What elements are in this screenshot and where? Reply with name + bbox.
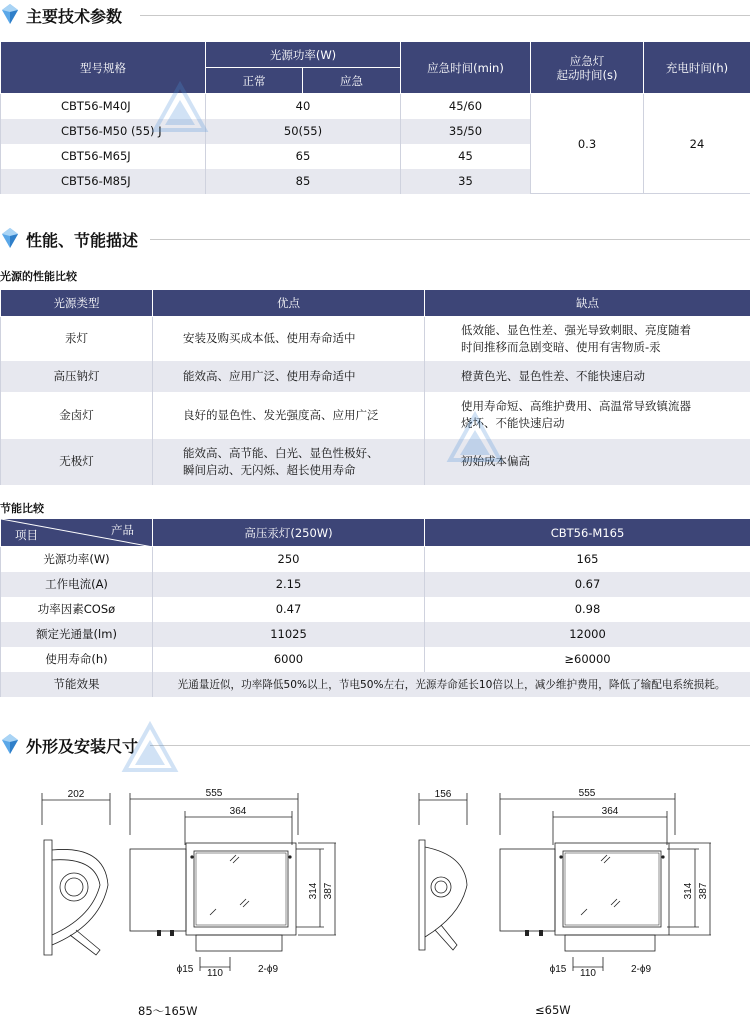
- light-compare-table: [0, 289, 750, 485]
- cell-col2: 12000: [425, 622, 750, 647]
- divider: [140, 15, 750, 16]
- header-diagonal: [1, 519, 153, 547]
- section-title: 性能、节能描述: [26, 231, 139, 250]
- cell-type: 无极灯: [1, 439, 153, 485]
- cell-col1: 6000: [153, 647, 425, 672]
- table-row: [1, 572, 750, 597]
- cell-cons: 使用寿命短、高维护费用、高温常导致镇流器 烧坏、不能快速启动: [425, 392, 750, 439]
- table-row: [1, 547, 750, 572]
- cell-model: CBT56-M65J: [1, 144, 206, 169]
- header-col2: CBT56-M165: [425, 519, 750, 547]
- diamond-gem-icon: [2, 228, 18, 248]
- diamond-gem-icon: [2, 734, 18, 754]
- cell-model: CBT56-M50 (55) J: [1, 119, 206, 144]
- divider: [150, 239, 750, 240]
- cell-item: 光源功率(W): [1, 547, 153, 572]
- dim-314: 314: [308, 882, 319, 900]
- cell-power: 50(55): [206, 119, 401, 144]
- header-start-time: 应急灯 起动时间(s): [531, 42, 644, 94]
- section-header-dimensions: [0, 732, 750, 760]
- dim-phi9: 2-ϕ9: [257, 964, 279, 975]
- cell-pros: 能效高、高节能、白光、显色性极好、 瞬间启动、无闪烁、超长使用寿命: [153, 439, 425, 485]
- cell-item: 功率因素COSø: [1, 597, 153, 622]
- cell-power: 65: [206, 144, 401, 169]
- energy-compare-table: [0, 518, 750, 697]
- cell-cons: 低效能、显色性差、强光导致刺眼、亮度随着 时间推移而急剧变暗、使用有害物质-汞: [425, 317, 750, 361]
- header-col1: 高压汞灯(250W): [153, 519, 425, 547]
- diamond-gem-icon: [2, 4, 18, 24]
- section-title: 主要技术参数: [26, 7, 123, 26]
- header-type: 光源类型: [1, 290, 153, 317]
- dim-387: 387: [323, 882, 334, 900]
- dim-555: 555: [205, 788, 223, 799]
- cell-effect: 光通量近似，功率降低50%以上，节电50%左右，光源寿命延长10倍以上，减少维护费用，降低了输配电系统损耗。: [153, 672, 750, 697]
- dim-364: 364: [601, 806, 619, 817]
- header-emergency-time: 应急时间(min): [401, 42, 531, 94]
- cell-pros: 安装及购买成本低、使用寿命适中: [153, 317, 425, 361]
- cell-item: 节能效果: [1, 672, 153, 697]
- table-row: [1, 392, 750, 439]
- table-row: [1, 622, 750, 647]
- cell-cons: 初始成本偏高: [425, 439, 750, 485]
- table-row: [1, 317, 750, 361]
- cell-col1: 250: [153, 547, 425, 572]
- cell-power: 85: [206, 169, 401, 194]
- dim-314: 314: [683, 882, 694, 900]
- drawing-large-fixture: [30, 785, 370, 985]
- cell-emergency-time: 45/60: [401, 94, 531, 119]
- section-header-params: [0, 2, 750, 30]
- table-row: [1, 647, 750, 672]
- cell-emergency-time: 45: [401, 144, 531, 169]
- dim-phi15: ϕ15: [549, 964, 567, 975]
- section-title: 外形及安装尺寸: [26, 737, 139, 756]
- cell-col1: 2.15: [153, 572, 425, 597]
- cell-pros: 能效高、应用广泛、使用寿命适中: [153, 361, 425, 392]
- dim-110: 110: [207, 968, 223, 979]
- cell-emergency-time: 35/50: [401, 119, 531, 144]
- dim-110: 110: [580, 968, 596, 979]
- header-normal: 正常: [206, 68, 303, 94]
- tech-params-table: [0, 41, 750, 194]
- header-pros: 优点: [153, 290, 425, 317]
- header-item: 项目: [15, 528, 38, 542]
- cell-col2: ≥60000: [425, 647, 750, 672]
- cell-pros: 良好的显色性、发光强度高、应用广泛: [153, 392, 425, 439]
- header-product: 产品: [111, 523, 134, 537]
- subsection-title: 节能比较: [0, 502, 44, 515]
- drawing-small-fixture: [405, 785, 745, 985]
- cell-power: 40: [206, 94, 401, 119]
- header-charge-time: 充电时间(h): [644, 42, 750, 94]
- cell-type: 汞灯: [1, 317, 153, 361]
- header-emergency: 应急: [303, 68, 401, 94]
- section-header-performance: [0, 226, 750, 254]
- dim-202: 202: [67, 789, 85, 800]
- caption-small: ≤65W: [535, 1003, 571, 1016]
- cell-type: 高压钠灯: [1, 361, 153, 392]
- header-power: 光源功率(W): [206, 42, 401, 68]
- cell-charge-time: 24: [644, 94, 750, 194]
- cell-item: 工作电流(A): [1, 572, 153, 597]
- caption-large: 85～165W: [138, 1004, 198, 1016]
- table-row: [1, 439, 750, 485]
- divider: [150, 745, 750, 746]
- cell-col2: 0.98: [425, 597, 750, 622]
- dim-555: 555: [578, 788, 596, 799]
- cell-model: CBT56-M85J: [1, 169, 206, 194]
- cell-start-time: 0.3: [531, 94, 644, 194]
- header-model: 型号规格: [1, 42, 206, 94]
- cell-col2: 0.67: [425, 572, 750, 597]
- dim-156: 156: [434, 789, 452, 800]
- cell-item: 额定光通量(lm): [1, 622, 153, 647]
- table-row: [1, 361, 750, 392]
- cell-cons: 橙黄色光、显色性差、不能快速启动: [425, 361, 750, 392]
- table-row: [1, 94, 750, 119]
- cell-col2: 165: [425, 547, 750, 572]
- table-row: [1, 672, 750, 697]
- dim-364: 364: [229, 806, 247, 817]
- cell-col1: 0.47: [153, 597, 425, 622]
- cell-emergency-time: 35: [401, 169, 531, 194]
- dim-phi9: 2-ϕ9: [630, 964, 652, 975]
- cell-model: CBT56-M40J: [1, 94, 206, 119]
- cell-item: 使用寿命(h): [1, 647, 153, 672]
- dim-phi15: ϕ15: [176, 964, 194, 975]
- cell-type: 金卤灯: [1, 392, 153, 439]
- subsection-title: 光源的性能比较: [0, 270, 77, 283]
- table-row: [1, 597, 750, 622]
- header-cons: 缺点: [425, 290, 750, 317]
- dim-387: 387: [698, 882, 709, 900]
- cell-col1: 11025: [153, 622, 425, 647]
